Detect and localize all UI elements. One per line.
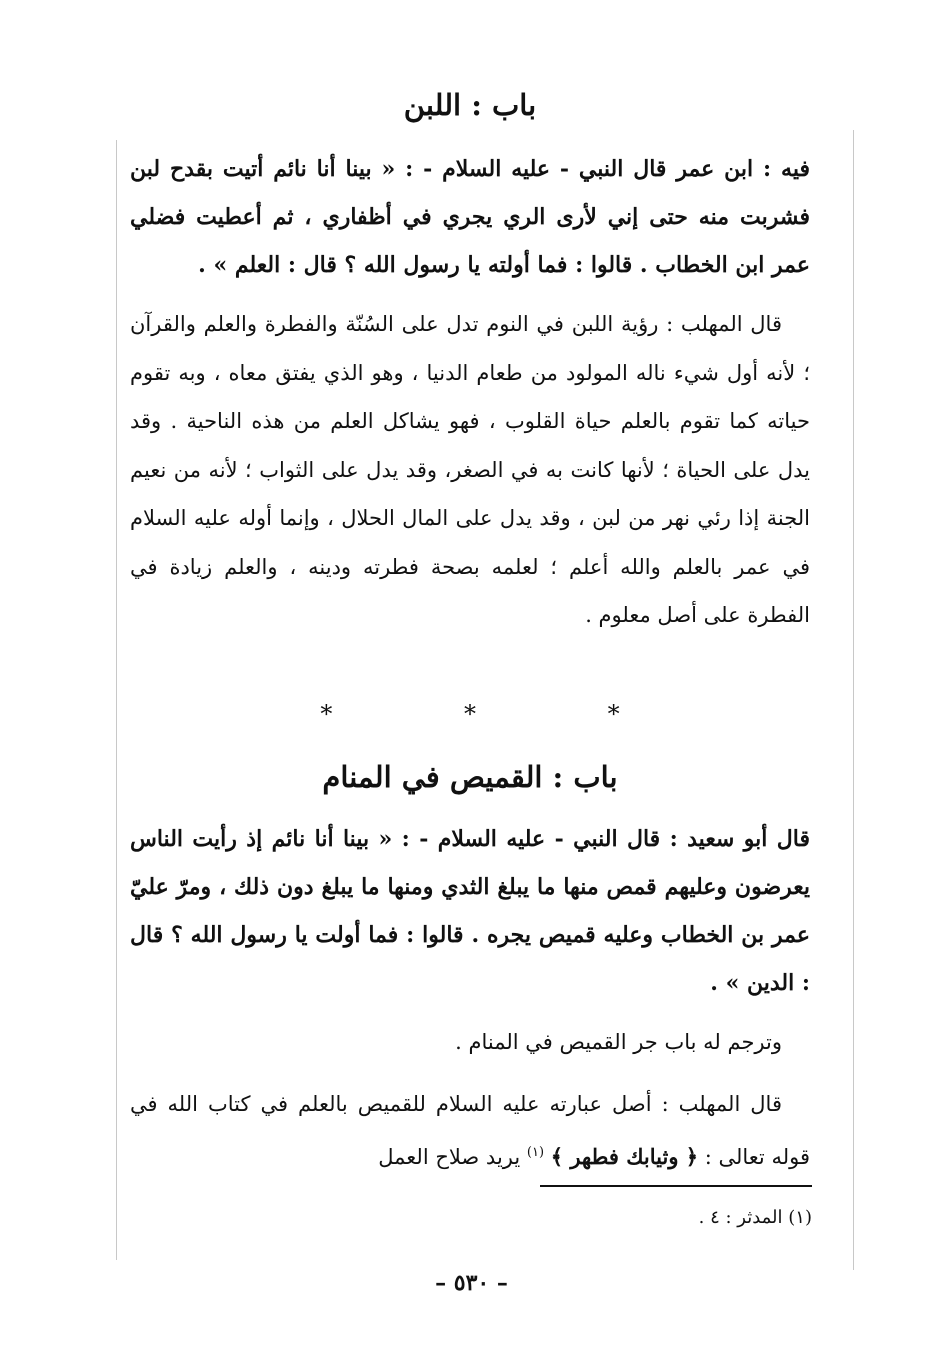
footnote: (١) المدثر : ٤ .: [698, 1207, 812, 1228]
commentary-shirt: [130, 1080, 810, 1181]
footnote-divider: [540, 1185, 812, 1187]
commentary-shirt-start: قال المهلب : أصل عبارته عليه السلام للقميص بالعلم في كتاب الله في قوله تعالى :: [130, 1092, 810, 1169]
section-heading-shirt: باب : القميص في المنام: [322, 760, 618, 794]
commentary-shirt-end: يريد صلاح العمل: [378, 1144, 527, 1169]
hadith-milk: فيه : ابن عمر قال النبي - عليه السلام - : « بينا أنا نائم أتيت بقدح لبن فشربت منه حتى إني لأرى الري يجري في أظفاري ، ثم أعطيت فضلي عمر ابن الخطاب . قالوا : فما أولته يا رسول الله ؟ قال : العلم » .: [130, 156, 810, 278]
scan-margin-line: [853, 130, 854, 1270]
quran-verse: ﴿ وثيابك فطهر ﴾: [550, 1143, 699, 1169]
section-heading-milk: باب : اللبن: [403, 88, 537, 122]
footnote-reference: (١): [526, 1144, 545, 1160]
section-separator: * * *: [320, 700, 682, 728]
hadith-shirt: قال أبو سعيد : قال النبي - عليه السلام - : « بينا أنا نائم إذ رأيت الناس يعرضون وعليهم قمص منها ما يبلغ الثدي ومنها ما يبلغ دون ذلك ، ومرّ عليّ عمر بن الخطاب وعليه قميص يجره . قالوا : فما أولت يا رسول الله ؟ قال : الدين » .: [130, 826, 810, 996]
scan-margin-line: [116, 140, 117, 1260]
translation-note: وترجم له باب جر القميص في المنام .: [455, 1030, 782, 1054]
commentary-milk: قال المهلب : رؤية اللبن في النوم تدل على السُنّة والفطرة والعلم والقرآن ؛ لأنه أول شيء ناله المولود من طعام الدنيا ، وهو الذي يفتق معاه ، وبه تقوم حياته كما تقوم بالعلم حياة القلوب ، فهو يشاكل العلم من هذه الناحية . وقد يدل على الحياة ؛ لأنها كانت به في الصغر، وقد يدل على الثواب ؛ لأنه من نعيم الجنة إذا رئي نهر من لبن ، وقد يدل على المال الحلال ، وإنما أوله عليه السلام في عمر بالعلم والله أعلم ؛ لعلمه بصحة فطرته ودينه ، والعلم زيادة في الفطرة على أصل معلوم .: [130, 312, 810, 627]
page-number: – ٥٣٠ –: [435, 1270, 508, 1296]
